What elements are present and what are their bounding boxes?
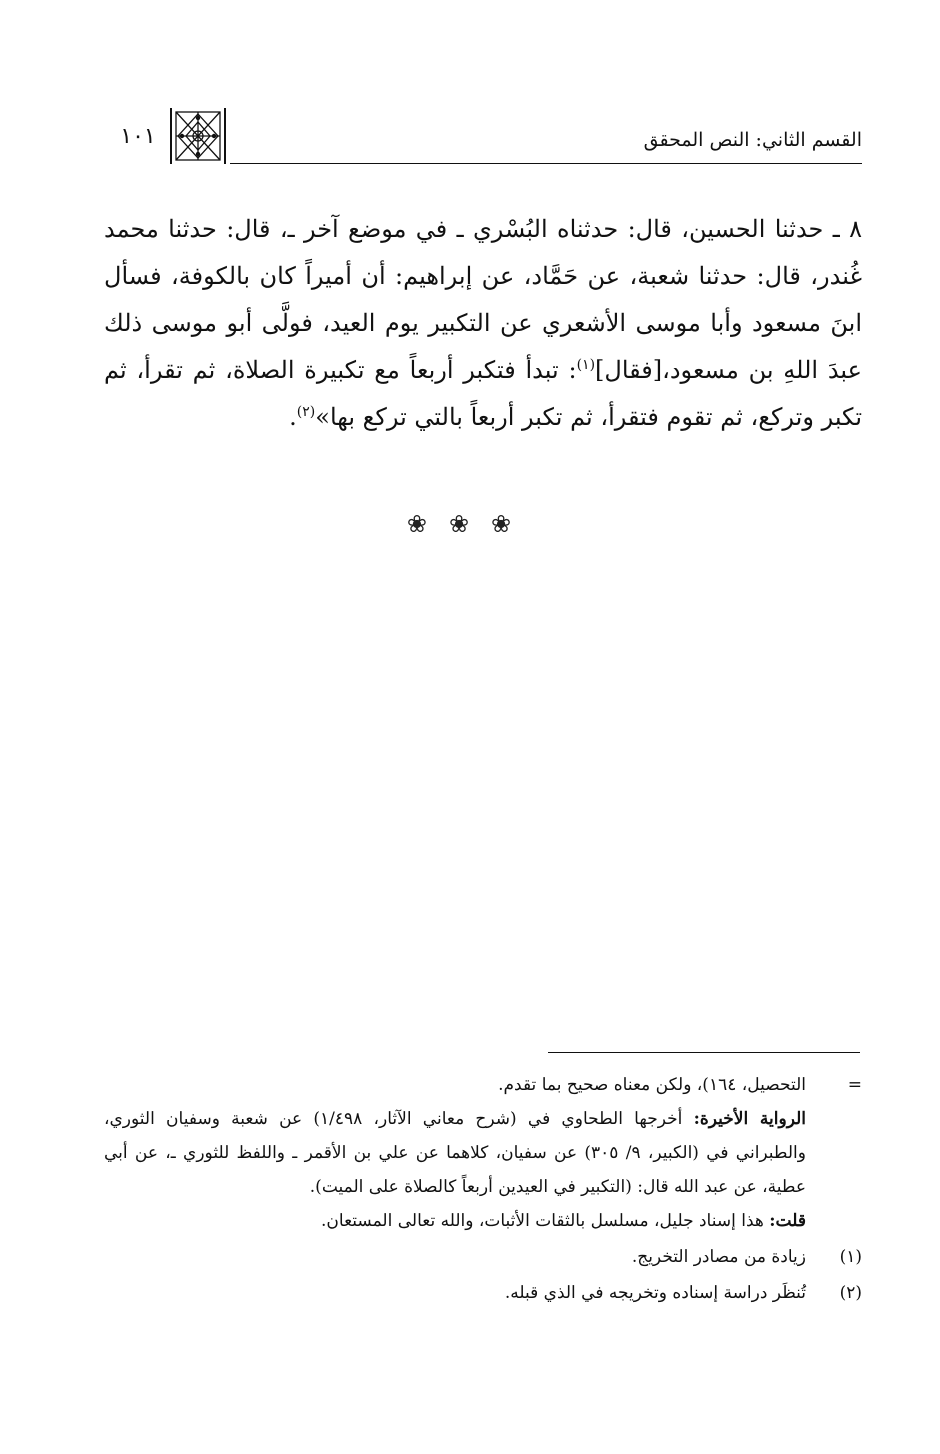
footnote-rule xyxy=(548,1052,860,1053)
riwaya-label: الرواية الأخيرة: xyxy=(693,1109,806,1129)
flower-ornament-icon: ❀ xyxy=(448,510,492,538)
page-header xyxy=(110,108,862,164)
header-rule xyxy=(230,163,862,164)
text-line: ٨ ـ حدثنا الحسين، قال: حدثناه البُسْري ـ في موضع آخر ـ، قال: xyxy=(226,215,862,243)
footnote-ref-1: (١) xyxy=(576,357,596,373)
riwaya-text: أخرجها الطحاوي في (شرح معاني الآثار، ١/٤٩٨) عن شعبة وسفيان الثوري، والطبراني في (الكبير، ٩/ ٣٠٥) عن سفيان، كلاهما عن علي بن الأقمر ـ واللفظ للثوري ـ، عن أبي عطية، عن عبد الله قال: (التكبير في العيدين أربعاً كالصلاة على الميت). xyxy=(104,1109,806,1197)
footnote-text: تُنظَر دراسة إسناده وتخريجه في الذي قبله. xyxy=(504,1283,806,1303)
text-line: أربعاً بالتي تركع بها» xyxy=(315,403,515,431)
text-line: . xyxy=(289,403,297,431)
qultu-text: هذا إسناد جليل، مسلسل بالثقات الأثبات، والله تعالى المستعان. xyxy=(321,1211,770,1231)
qultu-label: قلت: xyxy=(769,1211,806,1231)
text-line: : تبدأ فتكبر xyxy=(463,356,577,384)
text-line: أربعاً مع تكبيرة الصلاة، ثم تقرأ، ثم تكبر وتركع، ثم تقوم فتقرأ، ثم تكبر xyxy=(104,356,862,431)
page-number: ١٠١ xyxy=(120,124,156,149)
flower-ornament-icon: ❀ xyxy=(406,510,449,538)
text-line: العيد، فولَّى أبو موسى ذلك عبدَ اللهِ بن مسعود،[فقال] xyxy=(104,309,862,384)
text-line: حدثنا محمد غُندر، قال: حدثنا شعبة، عن حَمَّاد، عن إبراهيم: أن أميراً xyxy=(104,215,862,290)
footnote-number: (٢) xyxy=(839,1283,862,1303)
continuation-mark: = xyxy=(847,1075,862,1095)
flower-ornament-icon: ❀ xyxy=(491,510,534,538)
section-separator xyxy=(0,510,940,538)
continuation-text: التحصيل، ١٦٤)، ولكن معناه صحيح بما تقدم. xyxy=(498,1075,806,1095)
footnote-ref-2: (٢) xyxy=(296,404,316,420)
footnote-2 xyxy=(104,1276,862,1310)
footnote-number: (١) xyxy=(839,1247,862,1267)
geometric-ornament-icon xyxy=(170,108,226,164)
footnote-text: زيادة من مصادر التخريج. xyxy=(631,1247,806,1267)
footnotes xyxy=(104,1068,862,1310)
running-title: القسم الثاني: النص المحقق xyxy=(643,129,862,151)
text-line: كان بالكوفة، فسأل ابنَ مسعود وأبا موسى الأشعري عن التكبير يوم xyxy=(104,262,862,337)
footnote-continuation xyxy=(104,1068,862,1102)
footnote-1 xyxy=(104,1240,862,1274)
footnote-qultu xyxy=(104,1204,862,1238)
footnote-riwaya xyxy=(104,1102,862,1204)
hadith-text xyxy=(104,206,862,441)
